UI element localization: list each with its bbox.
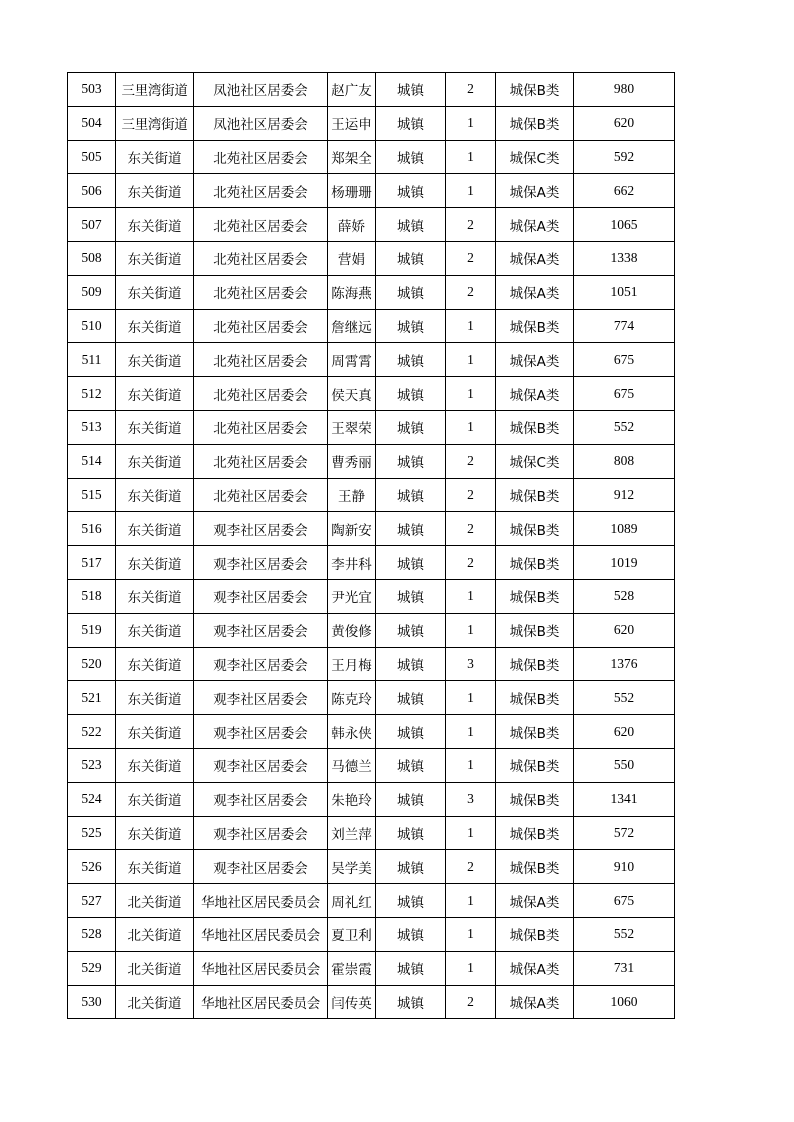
cell-insurance-category: 城保B类 bbox=[496, 613, 574, 647]
cell-row-number: 506 bbox=[68, 174, 116, 208]
cell-subdistrict: 北关街道 bbox=[116, 985, 194, 1019]
table-row bbox=[68, 715, 675, 749]
cell-insurance-category: 城保A类 bbox=[496, 275, 574, 309]
cell-amount: 620 bbox=[574, 613, 675, 647]
cell-subdistrict: 东关街道 bbox=[116, 748, 194, 782]
cell-household-size: 1 bbox=[446, 715, 496, 749]
cell-community: 北苑社区居委会 bbox=[194, 174, 328, 208]
table-row bbox=[68, 377, 675, 411]
cell-name: 韩永侠 bbox=[328, 715, 376, 749]
cell-name: 詹继远 bbox=[328, 309, 376, 343]
cell-amount: 592 bbox=[574, 140, 675, 174]
cell-insurance-category: 城保A类 bbox=[496, 174, 574, 208]
cell-subdistrict: 东关街道 bbox=[116, 208, 194, 242]
cell-area-type: 城镇 bbox=[376, 444, 446, 478]
cell-household-size: 2 bbox=[446, 444, 496, 478]
cell-name: 尹光宜 bbox=[328, 579, 376, 613]
cell-name: 黄俊修 bbox=[328, 613, 376, 647]
cell-row-number: 527 bbox=[68, 884, 116, 918]
cell-insurance-category: 城保A类 bbox=[496, 884, 574, 918]
table-row bbox=[68, 174, 675, 208]
cell-subdistrict: 东关街道 bbox=[116, 444, 194, 478]
cell-household-size: 2 bbox=[446, 73, 496, 107]
cell-insurance-category: 城保A类 bbox=[496, 208, 574, 242]
cell-row-number: 505 bbox=[68, 140, 116, 174]
cell-insurance-category: 城保B类 bbox=[496, 647, 574, 681]
cell-subdistrict: 东关街道 bbox=[116, 613, 194, 647]
cell-insurance-category: 城保B类 bbox=[496, 715, 574, 749]
cell-amount: 1060 bbox=[574, 985, 675, 1019]
cell-amount: 1341 bbox=[574, 782, 675, 816]
cell-row-number: 512 bbox=[68, 377, 116, 411]
cell-name: 杨珊珊 bbox=[328, 174, 376, 208]
cell-amount: 572 bbox=[574, 816, 675, 850]
cell-insurance-category: 城保A类 bbox=[496, 377, 574, 411]
cell-name: 刘兰萍 bbox=[328, 816, 376, 850]
cell-subdistrict: 东关街道 bbox=[116, 174, 194, 208]
cell-amount: 910 bbox=[574, 850, 675, 884]
cell-household-size: 1 bbox=[446, 106, 496, 140]
cell-area-type: 城镇 bbox=[376, 377, 446, 411]
cell-subdistrict: 东关街道 bbox=[116, 478, 194, 512]
cell-row-number: 526 bbox=[68, 850, 116, 884]
cell-household-size: 1 bbox=[446, 917, 496, 951]
cell-row-number: 510 bbox=[68, 309, 116, 343]
cell-insurance-category: 城保B类 bbox=[496, 106, 574, 140]
cell-subdistrict: 东关街道 bbox=[116, 782, 194, 816]
cell-insurance-category: 城保A类 bbox=[496, 241, 574, 275]
cell-area-type: 城镇 bbox=[376, 681, 446, 715]
cell-area-type: 城镇 bbox=[376, 275, 446, 309]
cell-amount: 1089 bbox=[574, 512, 675, 546]
cell-name: 闫传英 bbox=[328, 985, 376, 1019]
cell-amount: 675 bbox=[574, 343, 675, 377]
cell-name: 薛娇 bbox=[328, 208, 376, 242]
cell-household-size: 2 bbox=[446, 985, 496, 1019]
cell-name: 马德兰 bbox=[328, 748, 376, 782]
cell-household-size: 1 bbox=[446, 748, 496, 782]
cell-area-type: 城镇 bbox=[376, 850, 446, 884]
cell-community: 凤池社区居委会 bbox=[194, 106, 328, 140]
table-row bbox=[68, 343, 675, 377]
cell-subdistrict: 东关街道 bbox=[116, 512, 194, 546]
cell-household-size: 2 bbox=[446, 478, 496, 512]
cell-name: 王月梅 bbox=[328, 647, 376, 681]
cell-community: 北苑社区居委会 bbox=[194, 309, 328, 343]
cell-insurance-category: 城保B类 bbox=[496, 478, 574, 512]
cell-insurance-category: 城保B类 bbox=[496, 850, 574, 884]
cell-community: 华地社区居民委员会 bbox=[194, 951, 328, 985]
cell-amount: 550 bbox=[574, 748, 675, 782]
cell-subdistrict: 东关街道 bbox=[116, 275, 194, 309]
cell-subdistrict: 东关街道 bbox=[116, 140, 194, 174]
cell-row-number: 517 bbox=[68, 546, 116, 580]
cell-name: 王翠荣 bbox=[328, 410, 376, 444]
cell-insurance-category: 城保A类 bbox=[496, 343, 574, 377]
cell-subdistrict: 东关街道 bbox=[116, 681, 194, 715]
cell-household-size: 1 bbox=[446, 613, 496, 647]
cell-subdistrict: 东关街道 bbox=[116, 715, 194, 749]
cell-area-type: 城镇 bbox=[376, 478, 446, 512]
cell-area-type: 城镇 bbox=[376, 343, 446, 377]
cell-subdistrict: 东关街道 bbox=[116, 410, 194, 444]
cell-community: 北苑社区居委会 bbox=[194, 241, 328, 275]
table-row bbox=[68, 512, 675, 546]
cell-community: 观李社区居委会 bbox=[194, 613, 328, 647]
cell-community: 观李社区居委会 bbox=[194, 579, 328, 613]
cell-row-number: 530 bbox=[68, 985, 116, 1019]
table-row bbox=[68, 884, 675, 918]
table-body bbox=[68, 73, 675, 1019]
cell-area-type: 城镇 bbox=[376, 241, 446, 275]
cell-area-type: 城镇 bbox=[376, 647, 446, 681]
cell-amount: 1065 bbox=[574, 208, 675, 242]
cell-name: 周礼红 bbox=[328, 884, 376, 918]
cell-insurance-category: 城保C类 bbox=[496, 444, 574, 478]
table-row bbox=[68, 241, 675, 275]
cell-name: 陈海燕 bbox=[328, 275, 376, 309]
cell-insurance-category: 城保B类 bbox=[496, 579, 574, 613]
cell-community: 观李社区居委会 bbox=[194, 681, 328, 715]
cell-amount: 1376 bbox=[574, 647, 675, 681]
cell-name: 朱艳玲 bbox=[328, 782, 376, 816]
cell-area-type: 城镇 bbox=[376, 140, 446, 174]
cell-name: 曹秀丽 bbox=[328, 444, 376, 478]
cell-area-type: 城镇 bbox=[376, 613, 446, 647]
cell-area-type: 城镇 bbox=[376, 748, 446, 782]
table-row bbox=[68, 106, 675, 140]
cell-amount: 1338 bbox=[574, 241, 675, 275]
cell-subdistrict: 三里湾街道 bbox=[116, 106, 194, 140]
cell-amount: 552 bbox=[574, 917, 675, 951]
table-row bbox=[68, 782, 675, 816]
cell-community: 观李社区居委会 bbox=[194, 715, 328, 749]
cell-insurance-category: 城保B类 bbox=[496, 782, 574, 816]
cell-row-number: 514 bbox=[68, 444, 116, 478]
cell-row-number: 504 bbox=[68, 106, 116, 140]
cell-area-type: 城镇 bbox=[376, 410, 446, 444]
table-row bbox=[68, 748, 675, 782]
cell-household-size: 1 bbox=[446, 140, 496, 174]
cell-community: 观李社区居委会 bbox=[194, 546, 328, 580]
cell-household-size: 2 bbox=[446, 512, 496, 546]
cell-household-size: 1 bbox=[446, 579, 496, 613]
cell-row-number: 509 bbox=[68, 275, 116, 309]
cell-household-size: 2 bbox=[446, 850, 496, 884]
cell-name: 王运申 bbox=[328, 106, 376, 140]
cell-amount: 675 bbox=[574, 377, 675, 411]
table-row bbox=[68, 309, 675, 343]
table-row bbox=[68, 410, 675, 444]
cell-area-type: 城镇 bbox=[376, 512, 446, 546]
cell-name: 李井科 bbox=[328, 546, 376, 580]
table-row bbox=[68, 613, 675, 647]
cell-amount: 774 bbox=[574, 309, 675, 343]
cell-community: 北苑社区居委会 bbox=[194, 275, 328, 309]
cell-household-size: 1 bbox=[446, 343, 496, 377]
cell-area-type: 城镇 bbox=[376, 884, 446, 918]
cell-subdistrict: 东关街道 bbox=[116, 647, 194, 681]
table-row bbox=[68, 444, 675, 478]
cell-household-size: 2 bbox=[446, 546, 496, 580]
cell-row-number: 513 bbox=[68, 410, 116, 444]
table-row bbox=[68, 681, 675, 715]
cell-area-type: 城镇 bbox=[376, 816, 446, 850]
cell-subdistrict: 三里湾街道 bbox=[116, 73, 194, 107]
cell-community: 华地社区居民委员会 bbox=[194, 985, 328, 1019]
cell-area-type: 城镇 bbox=[376, 951, 446, 985]
cell-row-number: 523 bbox=[68, 748, 116, 782]
table-row bbox=[68, 73, 675, 107]
cell-name: 陈克玲 bbox=[328, 681, 376, 715]
cell-insurance-category: 城保A类 bbox=[496, 985, 574, 1019]
cell-row-number: 507 bbox=[68, 208, 116, 242]
table-row bbox=[68, 579, 675, 613]
cell-area-type: 城镇 bbox=[376, 73, 446, 107]
cell-household-size: 1 bbox=[446, 816, 496, 850]
cell-amount: 731 bbox=[574, 951, 675, 985]
cell-row-number: 529 bbox=[68, 951, 116, 985]
cell-community: 华地社区居民委员会 bbox=[194, 917, 328, 951]
cell-row-number: 518 bbox=[68, 579, 116, 613]
cell-row-number: 511 bbox=[68, 343, 116, 377]
cell-household-size: 2 bbox=[446, 275, 496, 309]
cell-name: 郑架全 bbox=[328, 140, 376, 174]
cell-household-size: 3 bbox=[446, 782, 496, 816]
cell-household-size: 1 bbox=[446, 174, 496, 208]
cell-area-type: 城镇 bbox=[376, 174, 446, 208]
cell-community: 观李社区居委会 bbox=[194, 647, 328, 681]
cell-subdistrict: 东关街道 bbox=[116, 343, 194, 377]
table-row bbox=[68, 816, 675, 850]
cell-name: 吴学美 bbox=[328, 850, 376, 884]
table-row bbox=[68, 478, 675, 512]
table-row bbox=[68, 951, 675, 985]
cell-amount: 552 bbox=[574, 410, 675, 444]
cell-row-number: 516 bbox=[68, 512, 116, 546]
cell-name: 营娟 bbox=[328, 241, 376, 275]
cell-household-size: 1 bbox=[446, 884, 496, 918]
table-row bbox=[68, 647, 675, 681]
cell-area-type: 城镇 bbox=[376, 579, 446, 613]
cell-amount: 1051 bbox=[574, 275, 675, 309]
cell-insurance-category: 城保B类 bbox=[496, 748, 574, 782]
cell-insurance-category: 城保B类 bbox=[496, 681, 574, 715]
cell-household-size: 1 bbox=[446, 681, 496, 715]
cell-household-size: 1 bbox=[446, 377, 496, 411]
cell-name: 霍崇霞 bbox=[328, 951, 376, 985]
cell-subdistrict: 北关街道 bbox=[116, 951, 194, 985]
cell-amount: 552 bbox=[574, 681, 675, 715]
cell-subdistrict: 东关街道 bbox=[116, 241, 194, 275]
cell-community: 观李社区居委会 bbox=[194, 748, 328, 782]
cell-row-number: 521 bbox=[68, 681, 116, 715]
cell-name: 夏卫利 bbox=[328, 917, 376, 951]
cell-subdistrict: 北关街道 bbox=[116, 884, 194, 918]
cell-name: 陶新安 bbox=[328, 512, 376, 546]
cell-subdistrict: 东关街道 bbox=[116, 377, 194, 411]
cell-insurance-category: 城保A类 bbox=[496, 951, 574, 985]
cell-row-number: 520 bbox=[68, 647, 116, 681]
cell-amount: 808 bbox=[574, 444, 675, 478]
cell-amount: 912 bbox=[574, 478, 675, 512]
cell-community: 北苑社区居委会 bbox=[194, 343, 328, 377]
cell-insurance-category: 城保B类 bbox=[496, 512, 574, 546]
cell-amount: 662 bbox=[574, 174, 675, 208]
cell-subdistrict: 东关街道 bbox=[116, 309, 194, 343]
table-row bbox=[68, 917, 675, 951]
cell-amount: 675 bbox=[574, 884, 675, 918]
cell-area-type: 城镇 bbox=[376, 106, 446, 140]
cell-insurance-category: 城保B类 bbox=[496, 546, 574, 580]
cell-area-type: 城镇 bbox=[376, 208, 446, 242]
cell-subdistrict: 东关街道 bbox=[116, 579, 194, 613]
cell-area-type: 城镇 bbox=[376, 715, 446, 749]
table-row bbox=[68, 546, 675, 580]
cell-row-number: 524 bbox=[68, 782, 116, 816]
cell-insurance-category: 城保B类 bbox=[496, 73, 574, 107]
cell-community: 凤池社区居委会 bbox=[194, 73, 328, 107]
table-row bbox=[68, 140, 675, 174]
cell-community: 观李社区居委会 bbox=[194, 816, 328, 850]
cell-subdistrict: 东关街道 bbox=[116, 546, 194, 580]
cell-subdistrict: 东关街道 bbox=[116, 816, 194, 850]
cell-community: 北苑社区居委会 bbox=[194, 410, 328, 444]
cell-subdistrict: 北关街道 bbox=[116, 917, 194, 951]
cell-household-size: 3 bbox=[446, 647, 496, 681]
cell-row-number: 515 bbox=[68, 478, 116, 512]
cell-community: 华地社区居民委员会 bbox=[194, 884, 328, 918]
cell-area-type: 城镇 bbox=[376, 917, 446, 951]
cell-name: 王静 bbox=[328, 478, 376, 512]
cell-insurance-category: 城保B类 bbox=[496, 816, 574, 850]
cell-insurance-category: 城保C类 bbox=[496, 140, 574, 174]
table-row bbox=[68, 275, 675, 309]
cell-row-number: 508 bbox=[68, 241, 116, 275]
cell-amount: 620 bbox=[574, 715, 675, 749]
cell-household-size: 1 bbox=[446, 951, 496, 985]
cell-area-type: 城镇 bbox=[376, 309, 446, 343]
cell-community: 北苑社区居委会 bbox=[194, 444, 328, 478]
cell-insurance-category: 城保B类 bbox=[496, 309, 574, 343]
cell-community: 北苑社区居委会 bbox=[194, 478, 328, 512]
cell-name: 侯天真 bbox=[328, 377, 376, 411]
cell-row-number: 503 bbox=[68, 73, 116, 107]
cell-subdistrict: 东关街道 bbox=[116, 850, 194, 884]
cell-community: 北苑社区居委会 bbox=[194, 140, 328, 174]
cell-name: 赵广友 bbox=[328, 73, 376, 107]
cell-row-number: 528 bbox=[68, 917, 116, 951]
cell-insurance-category: 城保B类 bbox=[496, 410, 574, 444]
table-row bbox=[68, 208, 675, 242]
cell-household-size: 1 bbox=[446, 309, 496, 343]
cell-community: 北苑社区居委会 bbox=[194, 377, 328, 411]
cell-row-number: 519 bbox=[68, 613, 116, 647]
cell-row-number: 525 bbox=[68, 816, 116, 850]
cell-area-type: 城镇 bbox=[376, 985, 446, 1019]
cell-community: 观李社区居委会 bbox=[194, 782, 328, 816]
cell-area-type: 城镇 bbox=[376, 782, 446, 816]
cell-area-type: 城镇 bbox=[376, 546, 446, 580]
table-row bbox=[68, 850, 675, 884]
cell-amount: 980 bbox=[574, 73, 675, 107]
cell-amount: 528 bbox=[574, 579, 675, 613]
cell-insurance-category: 城保B类 bbox=[496, 917, 574, 951]
cell-name: 周霄霄 bbox=[328, 343, 376, 377]
cell-community: 北苑社区居委会 bbox=[194, 208, 328, 242]
cell-amount: 1019 bbox=[574, 546, 675, 580]
cell-community: 观李社区居委会 bbox=[194, 512, 328, 546]
cell-household-size: 2 bbox=[446, 241, 496, 275]
cell-row-number: 522 bbox=[68, 715, 116, 749]
data-table bbox=[67, 72, 675, 1019]
cell-household-size: 1 bbox=[446, 410, 496, 444]
table-row bbox=[68, 985, 675, 1019]
cell-community: 观李社区居委会 bbox=[194, 850, 328, 884]
cell-amount: 620 bbox=[574, 106, 675, 140]
cell-household-size: 2 bbox=[446, 208, 496, 242]
